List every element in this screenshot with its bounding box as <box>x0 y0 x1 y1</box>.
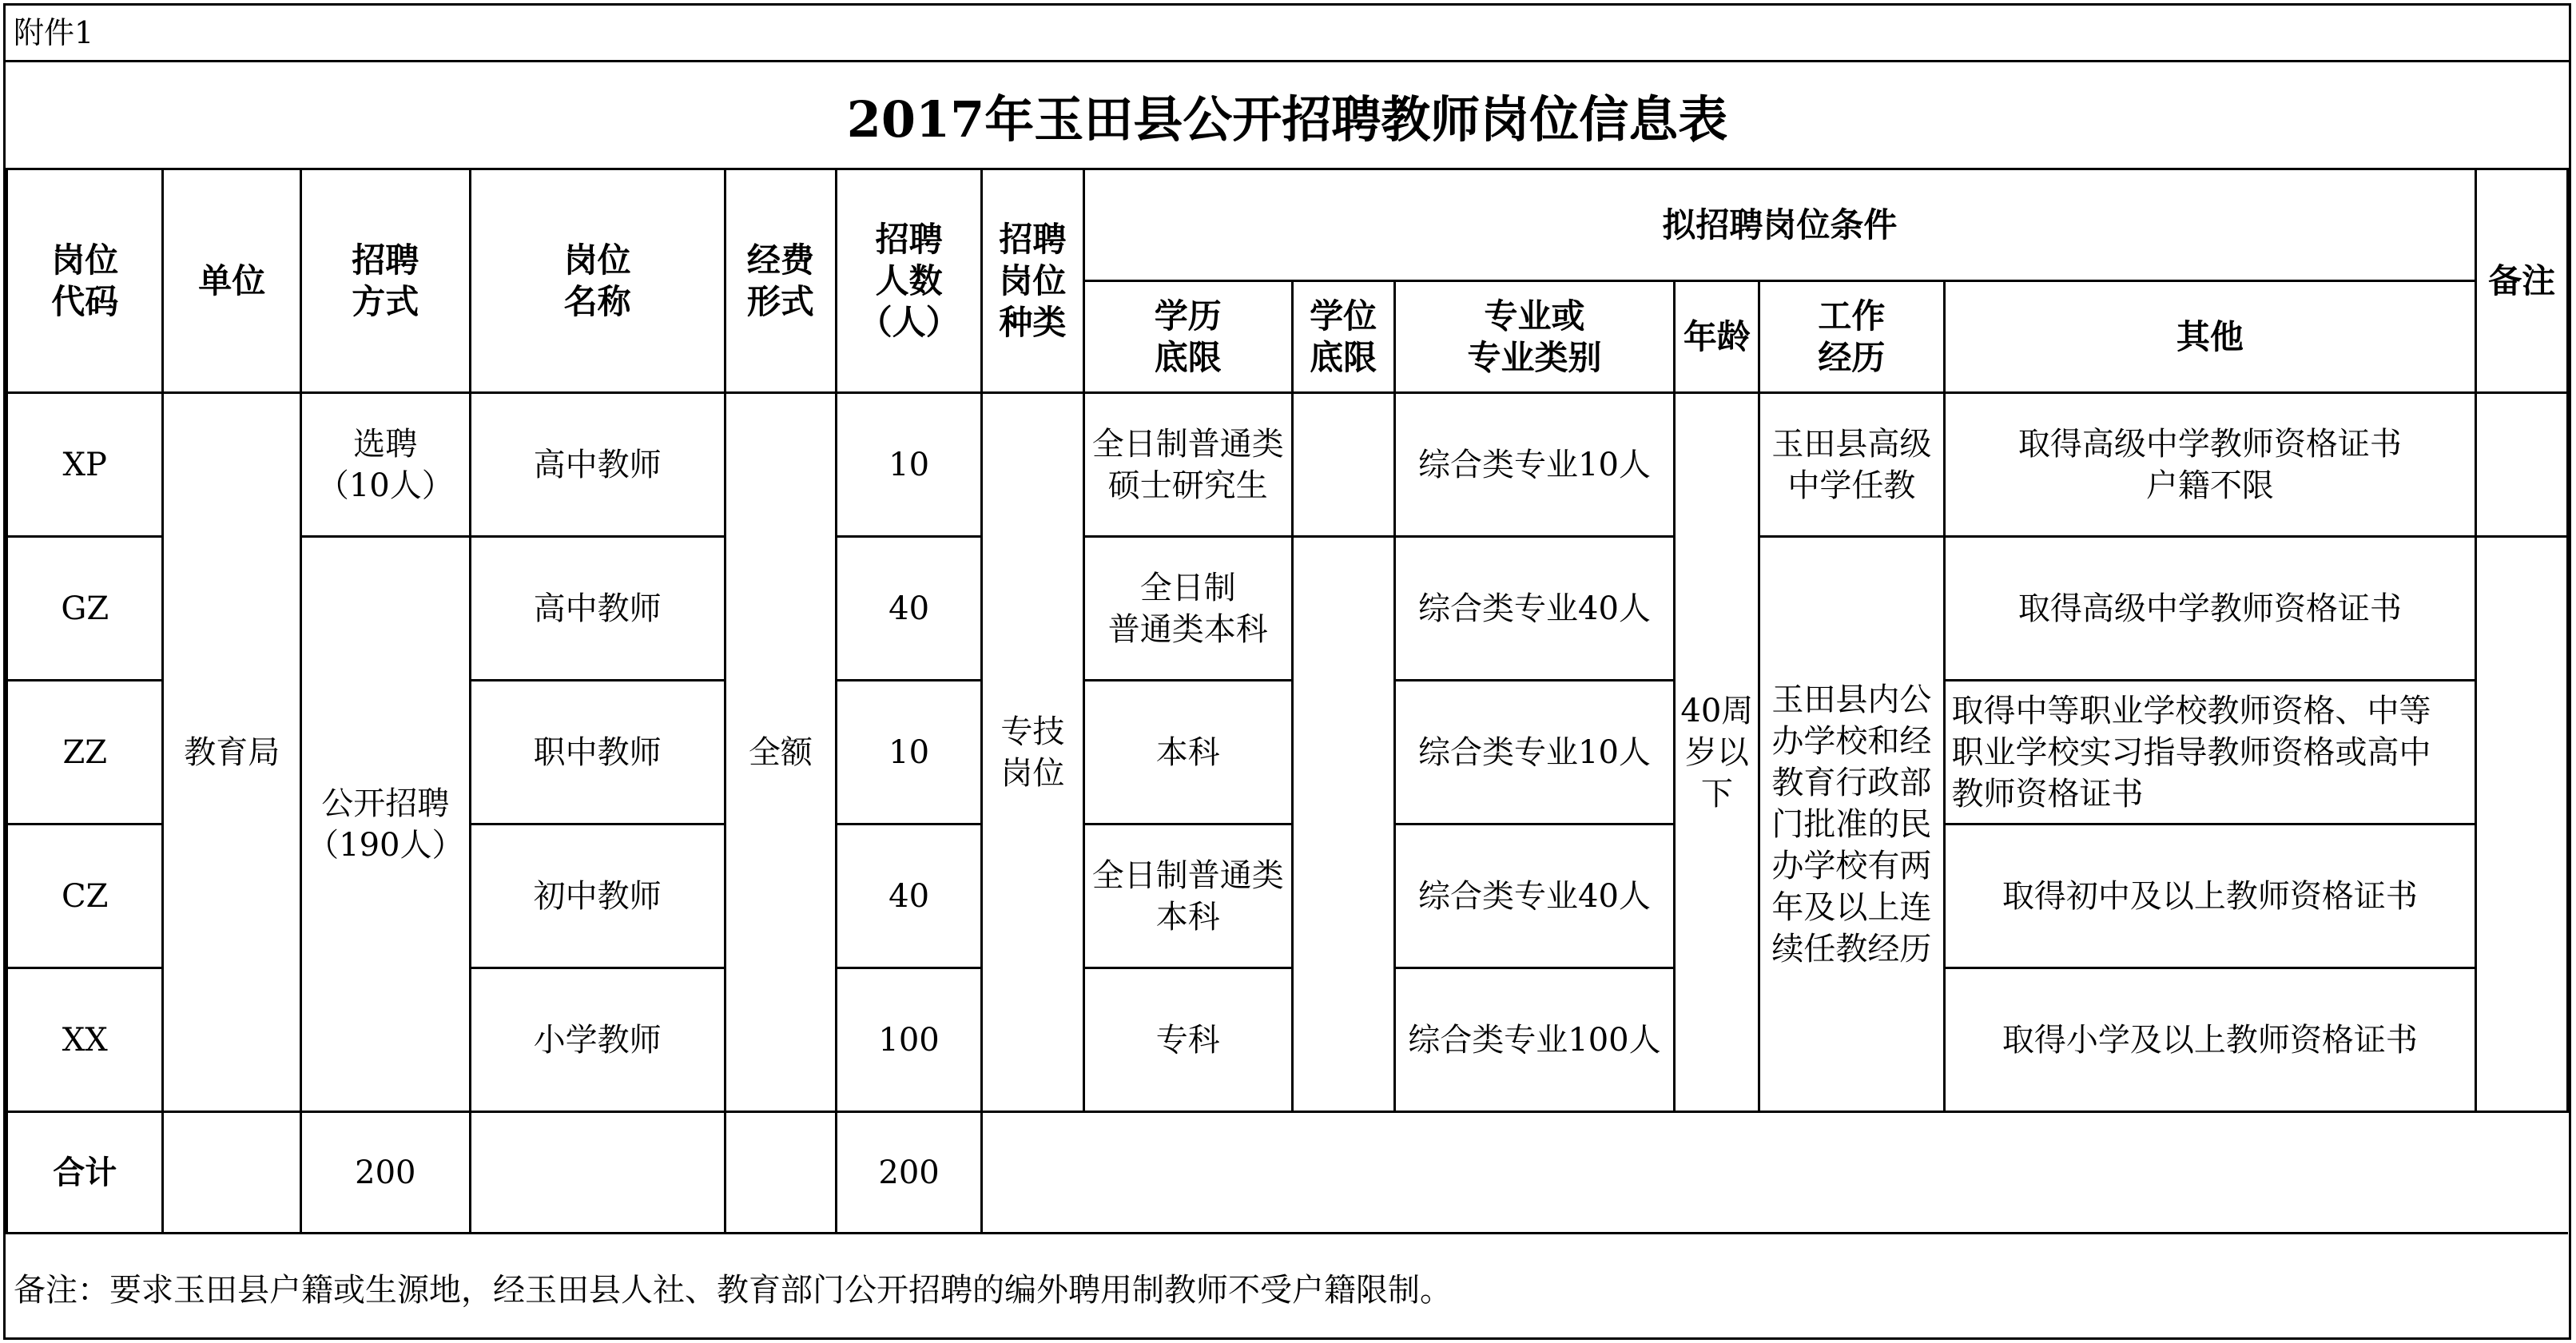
recruitment-sheet <box>3 3 2571 1340</box>
cell-education: 专科 <box>1083 968 1292 1112</box>
cell-age-line: 下 <box>1700 775 1733 813</box>
header-post-type <box>981 169 1083 393</box>
header-count-line: 人数 <box>875 260 943 300</box>
header-funding-line: 形式 <box>746 281 814 321</box>
cell-age-line: 岁以 <box>1684 733 1749 771</box>
header-experience-line: 工作 <box>1818 296 1886 336</box>
cell-method-line: （10人） <box>316 467 454 504</box>
cell-code: GZ <box>7 537 163 681</box>
header-experience <box>1759 281 1944 393</box>
cell-major: 综合类专业10人 <box>1394 681 1675 824</box>
header-funding-line: 经费 <box>746 240 814 280</box>
page-title: 2017年玉田县公开招聘教师岗位信息表 <box>846 89 1728 149</box>
cell-education-line: 普通类本科 <box>1107 610 1268 648</box>
cell-post-type-line: 岗位 <box>1000 754 1065 792</box>
cell-method <box>300 537 470 1112</box>
header-conditions: 拟招聘岗位条件 <box>1083 169 2475 281</box>
header-education-line: 学历 <box>1154 296 1222 336</box>
cell-major: 综合类专业10人 <box>1394 393 1675 537</box>
total-blank <box>981 1112 2567 1234</box>
header-code <box>7 169 163 393</box>
table-row <box>7 393 2568 537</box>
header-count-line: 招聘 <box>875 219 943 259</box>
cell-funding: 全额 <box>725 393 837 1112</box>
header-major <box>1394 281 1675 393</box>
header-education <box>1083 281 1292 393</box>
header-post-name-line: 岗位 <box>563 240 631 280</box>
cell-major: 综合类专业40人 <box>1394 824 1675 968</box>
cell-degree <box>1292 393 1394 537</box>
cell-count: 100 <box>837 968 982 1112</box>
cell-education-line: 全日制普通类 <box>1091 856 1284 894</box>
header-post-type-line: 种类 <box>999 302 1067 342</box>
attachment-label: 附件1 <box>14 15 94 50</box>
header-post-name-line: 名称 <box>563 281 631 321</box>
cell-major: 综合类专业100人 <box>1394 968 1675 1112</box>
header-method-line: 方式 <box>352 281 419 321</box>
cell-code: XX <box>7 968 163 1112</box>
cell-other-line: 教师资格证书 <box>1951 775 2144 813</box>
cell-experience-line: 教育行政部 <box>1771 764 1932 801</box>
total-funding <box>725 1112 837 1234</box>
table-row <box>7 537 2568 681</box>
cell-other <box>1944 681 2476 824</box>
header-degree-line: 学位 <box>1310 296 1377 336</box>
header-method-line: 招聘 <box>352 240 419 280</box>
header-major-line: 专业或 <box>1484 296 1585 336</box>
cell-remarks <box>2476 537 2568 1112</box>
header-post-type-line: 岗位 <box>999 260 1067 300</box>
cell-code: ZZ <box>7 681 163 824</box>
cell-education-line: 全日制 <box>1139 569 1236 606</box>
cell-post-name: 高中教师 <box>470 537 725 681</box>
cell-post-type-line: 专技 <box>1000 713 1065 750</box>
cell-other-line: 职业学校实习指导教师资格或高中 <box>1951 733 2431 771</box>
cell-experience-line: 办学校和经 <box>1771 722 1932 760</box>
total-unit <box>163 1112 301 1234</box>
header-count-line: （人） <box>858 302 960 342</box>
cell-post-name: 初中教师 <box>470 824 725 968</box>
cell-experience-line: 办学校有两 <box>1771 847 1932 884</box>
cell-education <box>1083 537 1292 681</box>
cell-experience-line: 年及以上连 <box>1771 888 1932 926</box>
header-method <box>300 169 470 393</box>
header-remarks: 备注 <box>2476 169 2568 393</box>
header-experience-line: 经历 <box>1818 337 1886 377</box>
cell-education <box>1083 393 1292 537</box>
header-degree <box>1292 281 1394 393</box>
cell-count: 40 <box>837 537 982 681</box>
cell-education-line: 硕士研究生 <box>1107 467 1268 504</box>
total-method: 200 <box>300 1112 470 1234</box>
cell-experience <box>1759 537 1944 1112</box>
header-age: 年龄 <box>1675 281 1759 393</box>
cell-method-line: （190人） <box>307 826 464 864</box>
header-post-name <box>470 169 725 393</box>
header-post-type-line: 招聘 <box>999 219 1067 259</box>
cell-remarks <box>2476 393 2568 537</box>
cell-post-name: 高中教师 <box>470 393 725 537</box>
cell-other-line: 取得中等职业学校教师资格、中等 <box>1951 692 2431 729</box>
cell-degree <box>1292 537 1394 1112</box>
cell-other <box>1944 393 2476 537</box>
total-post-name <box>470 1112 725 1234</box>
cell-other: 取得高级中学教师资格证书 <box>1944 537 2476 681</box>
cell-post-name: 小学教师 <box>470 968 725 1112</box>
header-count <box>837 169 982 393</box>
cell-code: CZ <box>7 824 163 968</box>
cell-education-line: 本科 <box>1155 898 1220 936</box>
divider <box>6 60 2569 62</box>
cell-experience-line: 玉田县内公 <box>1771 681 1932 718</box>
cell-method-line: 选聘 <box>353 425 418 463</box>
header-code-line: 代码 <box>51 281 119 321</box>
header-major-line: 专业类别 <box>1467 337 1602 377</box>
cell-experience-line: 续任教经历 <box>1771 930 1932 968</box>
cell-other-line: 取得高级中学教师资格证书 <box>2017 425 2402 463</box>
cell-age-line: 40周 <box>1680 692 1754 729</box>
total-label: 合计 <box>7 1112 163 1234</box>
cell-post-type <box>981 393 1083 1112</box>
header-degree-line: 底限 <box>1310 337 1377 377</box>
total-row <box>7 1112 2568 1234</box>
cell-education: 本科 <box>1083 681 1292 824</box>
cell-experience <box>1759 393 1944 537</box>
cell-experience-line: 玉田县高级 <box>1771 425 1932 463</box>
cell-other: 取得小学及以上教师资格证书 <box>1944 968 2476 1112</box>
cell-other-line: 户籍不限 <box>2145 467 2274 504</box>
header-other: 其他 <box>1944 281 2476 393</box>
cell-major: 综合类专业40人 <box>1394 537 1675 681</box>
header-education-line: 底限 <box>1154 337 1222 377</box>
cell-method-line: 公开招聘 <box>321 785 450 822</box>
cell-count: 40 <box>837 824 982 968</box>
cell-education <box>1083 824 1292 968</box>
cell-count: 10 <box>837 393 982 537</box>
cell-education-line: 全日制普通类 <box>1091 425 1284 463</box>
cell-post-name: 职中教师 <box>470 681 725 824</box>
cell-experience-line: 中学任教 <box>1787 467 1916 504</box>
cell-method <box>300 393 470 537</box>
header-funding <box>725 169 837 393</box>
cell-count: 10 <box>837 681 982 824</box>
total-count: 200 <box>837 1112 982 1234</box>
header-code-line: 岗位 <box>51 240 119 280</box>
recruitment-table <box>6 168 2569 1234</box>
cell-experience-line: 门批准的民 <box>1771 805 1932 843</box>
cell-unit: 教育局 <box>163 393 301 1112</box>
cell-code: XP <box>7 393 163 537</box>
cell-age <box>1675 393 1759 1112</box>
footnote: 备注：要求玉田县户籍或生源地，经玉田县人社、教育部门公开招聘的编外聘用制教师不受户籍限制。 <box>14 1272 1452 1309</box>
cell-other: 取得初中及以上教师资格证书 <box>1944 824 2476 968</box>
header-unit: 单位 <box>163 169 301 393</box>
